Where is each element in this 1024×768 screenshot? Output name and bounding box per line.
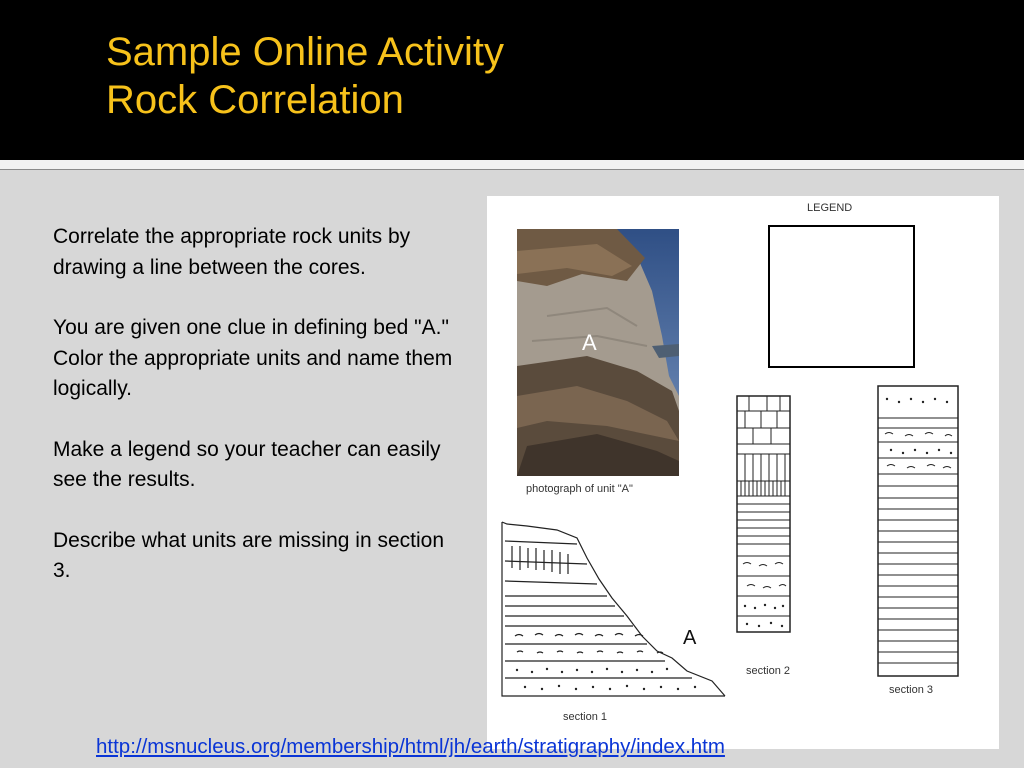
section-1-outcrop <box>502 522 725 696</box>
instructions <box>53 222 453 617</box>
title-bar <box>0 0 1024 160</box>
photo-unit-a-marker: A <box>582 330 597 355</box>
instruction-paragraph-2: You are given one clue in defining bed "A." Color the appropriate units and name them logically. <box>53 316 453 400</box>
section-2-label: section 2 <box>746 665 791 677</box>
title-line-2: Rock Correlation <box>106 78 404 122</box>
legend-label: LEGEND <box>807 202 853 214</box>
header-divider <box>0 160 1024 170</box>
instruction-paragraph-1: Correlate the appropriate rock units by drawing a line between the cores. <box>53 225 411 279</box>
source-link[interactable]: http://msnucleus.org/membership/html/jh/earth/stratigraphy/index.htm <box>96 735 725 758</box>
instruction-paragraph-4: Describe what units are missing in section 3. <box>53 528 445 582</box>
section-3-core <box>878 386 958 676</box>
legend-box <box>769 226 914 367</box>
unit-a-photograph <box>517 229 679 476</box>
section-1-dots <box>516 668 696 690</box>
section-3-dots <box>886 398 952 454</box>
section-1-unit-a-marker: A <box>683 627 697 649</box>
section-3-label: section 3 <box>889 684 934 696</box>
section-2-core <box>737 396 790 632</box>
rock-correlation-figure <box>487 196 999 749</box>
title-line-1: Sample Online Activity <box>106 30 504 74</box>
instruction-paragraph-3: Make a legend so your teacher can easily see the results. <box>53 437 441 491</box>
section-1-label: section 1 <box>563 711 608 723</box>
slide-title <box>106 28 504 124</box>
photo-caption: photograph of unit "A" <box>526 483 633 495</box>
